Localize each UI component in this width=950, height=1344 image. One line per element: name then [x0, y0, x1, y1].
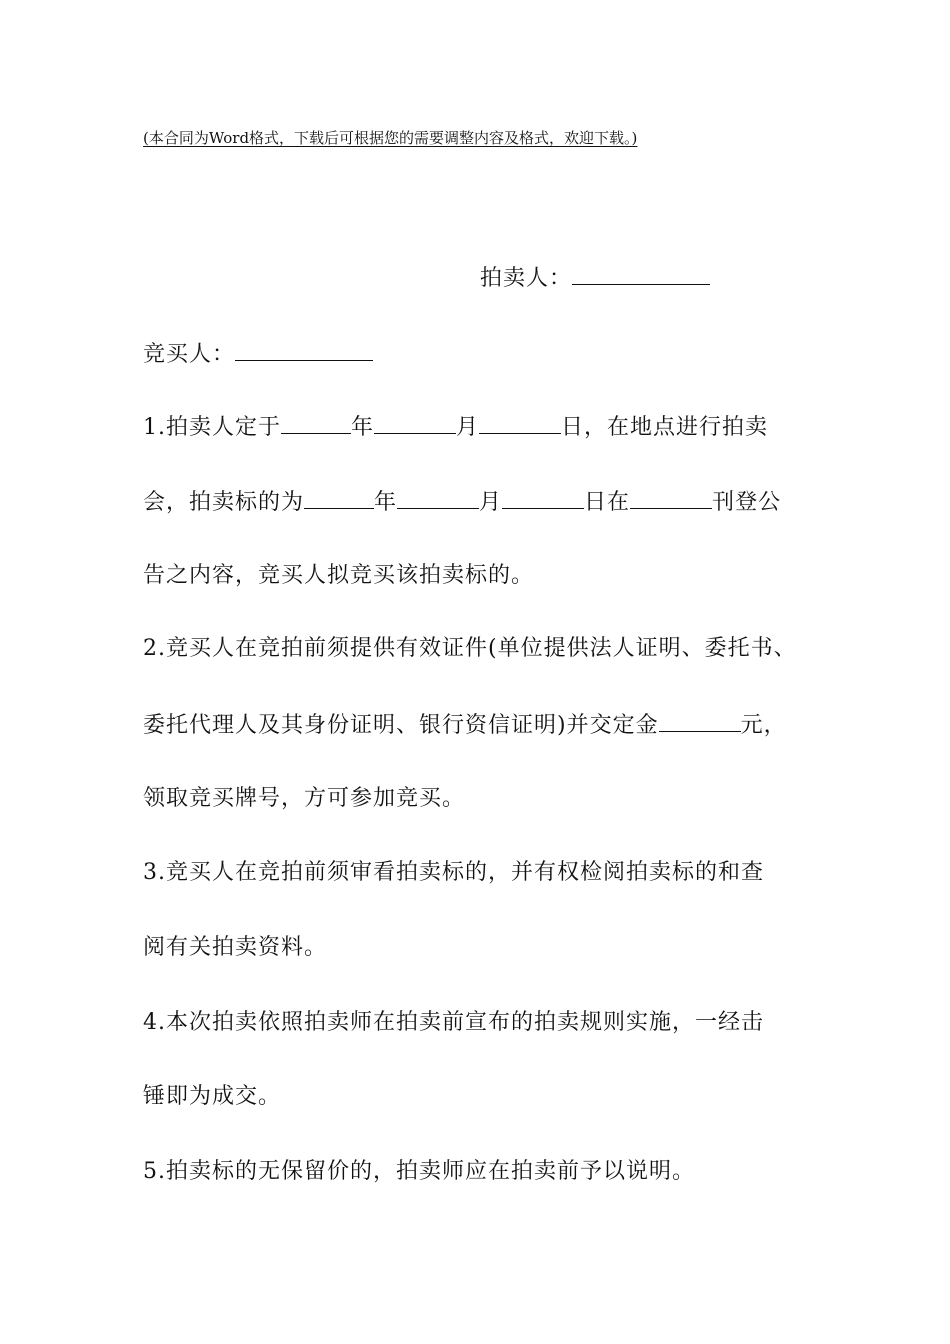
- clause-text: 锤即为成交。: [143, 1084, 282, 1109]
- clause-text: 刊登公: [712, 490, 782, 515]
- format-notice: (本合同为Word格式，下载后可根据您的需要调整内容及格式，欢迎下载。): [143, 129, 638, 147]
- clause-2-line-1: [143, 634, 797, 664]
- bidder-label: 竞买人：: [143, 342, 236, 367]
- clause-1-line-3: [143, 561, 534, 591]
- clause-2-line-2: [143, 709, 787, 741]
- clause-text: 3.竞买人在竞拍前须审看拍卖标的，并有权检阅拍卖标的和查: [143, 860, 764, 885]
- month-blank[interactable]: [374, 411, 456, 434]
- seller-label: 拍卖人：: [480, 266, 573, 291]
- clause-2-line-3: [143, 784, 465, 814]
- clause-text: 委托代理人及其身份证明、银行资信证明)并交定金: [143, 713, 659, 738]
- clause-text: 元，: [740, 713, 787, 738]
- clause-4-line-2: [143, 1082, 281, 1112]
- clause-4-line-1: [143, 1008, 764, 1038]
- clause-text: 日在: [584, 490, 631, 515]
- deposit-blank[interactable]: [659, 709, 741, 732]
- clause-text: 5.拍卖标的无保留价的，拍卖师应在拍卖前予以说明。: [143, 1159, 695, 1184]
- month-blank[interactable]: [397, 486, 479, 509]
- clause-text: 1.拍卖人定于: [143, 415, 281, 440]
- day-blank[interactable]: [502, 486, 584, 509]
- seller-line: [480, 262, 710, 294]
- clause-1-line-2: [143, 486, 781, 518]
- seller-blank[interactable]: [572, 262, 710, 285]
- day-blank[interactable]: [479, 411, 561, 434]
- clause-text: 领取竞买牌号，方可参加竞买。: [143, 786, 466, 811]
- year-blank[interactable]: [304, 486, 374, 509]
- clause-3-line-2: [143, 933, 327, 963]
- clause-text: 会，拍卖标的为: [143, 490, 305, 515]
- bidder-blank[interactable]: [235, 338, 373, 361]
- clause-text: 月: [479, 490, 503, 515]
- clause-text: 月: [456, 415, 480, 440]
- clause-text: 年: [351, 415, 375, 440]
- clause-3-line-1: [143, 858, 764, 888]
- clause-text: 阅有关拍卖资料。: [143, 935, 328, 960]
- clause-5-line-1: [143, 1157, 695, 1187]
- clause-text: 4.本次拍卖依照拍卖师在拍卖前宣布的拍卖规则实施，一经击: [143, 1010, 764, 1035]
- publication-blank[interactable]: [630, 486, 712, 509]
- year-blank[interactable]: [281, 411, 351, 434]
- bidder-line: [143, 338, 373, 370]
- clause-text: 2.竞买人在竞拍前须提供有效证件(单位提供法人证明、委托书、: [143, 636, 797, 661]
- clause-text: 年: [374, 490, 398, 515]
- clause-1-line-1: [143, 411, 768, 443]
- clause-text: 日，在地点进行拍卖: [561, 415, 769, 440]
- clause-text: 告之内容，竞买人拟竞买该拍卖标的。: [143, 563, 535, 588]
